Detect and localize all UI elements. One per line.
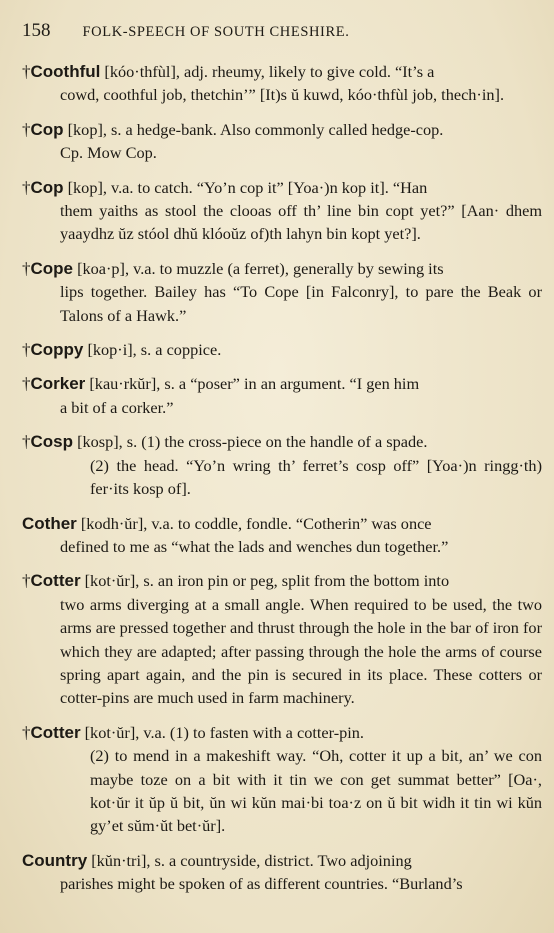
entry-cotter-verb (0, 721, 554, 838)
entry-continuation: a bit of a corker.” (60, 397, 174, 417)
entry-continuation: defined to me as “what the lads and wenches dun together.” (60, 536, 449, 556)
entry-continuation: them yaiths as stool the clooas off th’ line bin copt yet?” [Aan· dhem yaaydhz ŭz stóol dhŭ klóoŭz of)th lahyn bin kopt yet?]. (60, 201, 542, 244)
headword: Cotter (30, 571, 81, 591)
dagger-mark: † (22, 432, 31, 452)
entry-text: [kodh·ŭr], v.a. to coddle, fondle. “Cotherin” was once (76, 513, 432, 533)
page-number: 158 (22, 20, 51, 41)
entry-text: [kosp], s. (1) the cross-piece on the handle of a spade. (73, 432, 428, 452)
dagger-mark: † (22, 177, 31, 197)
entry-coothful (0, 60, 554, 107)
running-head: FOLK-SPEECH OF SOUTH CHESHIRE. (82, 24, 350, 40)
dagger-mark: † (22, 571, 31, 591)
entry-continuation: Cp. Mow Cop. (60, 143, 157, 163)
entry-text: [kop], v.a. to catch. “Yo’n cop it” [Yoa·)n kop it]. “Han (63, 177, 428, 197)
entry-text: [kot·ŭr], s. an iron pin or peg, split from the bottom into (80, 571, 450, 591)
entry-text: [koa·p], v.a. to muzzle (a ferret), generally by sewing its (73, 258, 444, 278)
entry-continuation: two arms diverging at a small angle. When required to be used, the two arms are pressed together and thrust through the hole in the bar of iron for which they are adapted; after passing through the hole the arms of course spring apart again, and the pin is secured in its place. These cotters or cotter-pins are much used in farm machinery. (60, 594, 542, 708)
dagger-mark: † (22, 722, 31, 742)
entry-continuation: parishes might be spoken of as different countries. “Burland’s (60, 874, 463, 894)
entry-text: [kot·ŭr], v.a. (1) to fasten with a cotter-pin. (80, 722, 365, 742)
dagger-mark: † (22, 340, 31, 360)
headword: Cother (22, 513, 77, 533)
entry-corker (0, 372, 554, 419)
entry-coppy (0, 338, 554, 361)
dagger-mark: † (22, 258, 31, 278)
entry-continuation: lips together. Bailey has “To Cope [in Falconry], to pare the Beak or Talons of a Hawk.” (60, 282, 542, 325)
entry-text: [kóo·thfùl], adj. rheumy, likely to give cold. “It’s a (100, 62, 435, 81)
dagger-mark: † (22, 374, 31, 394)
entry-cope (0, 257, 554, 327)
entry-country (0, 849, 554, 896)
entry-text: [kop], s. a hedge-bank. Also commonly called hedge-cop. (63, 119, 444, 139)
entry-subsense: (2) the head. “Yo’n wring th’ ferret’s cosp off” [Yoa·)n ringg·th) fer·its kosp of]. (90, 455, 542, 499)
headword: Cosp (30, 432, 73, 452)
headword: Coothful (30, 62, 101, 81)
entry-text: [kop·i], s. a coppice. (83, 340, 222, 360)
dagger-mark: † (22, 62, 31, 81)
headword: Cotter (30, 722, 81, 742)
entry-cotter-noun (0, 569, 554, 709)
headword: Country (22, 850, 88, 870)
headword: Corker (30, 374, 86, 394)
entry-cosp (0, 430, 554, 500)
page-header (22, 20, 540, 42)
entry-cop-verb (0, 176, 554, 246)
entry-text: [kŭn·tri], s. a countryside, district. Two adjoining (87, 850, 412, 870)
headword: Cop (30, 119, 64, 139)
entry-cop-noun (0, 118, 554, 165)
dictionary-entries (0, 60, 554, 907)
entry-subsense: (2) to mend in a makeshift way. “Oh, cotter it up a bit, an’ we con maybe toze on a bit with it tin we con get summat better” [Oa·, kot·ŭr it ŭp ŭ bit, ŭn wi kŭn mai·bi toa·z on ŭ bit widh it tin wi kŭn gy’et sŭm·ŭt bet·ŭr]. (90, 746, 542, 836)
headword: Coppy (30, 340, 84, 360)
headword: Cope (30, 258, 73, 278)
entry-cother (0, 512, 554, 559)
headword: Cop (30, 177, 64, 197)
entry-text: [kau·rkŭr], s. a “poser” in an argument. “I gen him (85, 374, 420, 394)
entry-continuation: cowd, coothful job, thetchin’” [It)s ŭ kuwd, kóo·thfùl job, thech·in]. (60, 85, 505, 105)
dagger-mark: † (22, 119, 31, 139)
